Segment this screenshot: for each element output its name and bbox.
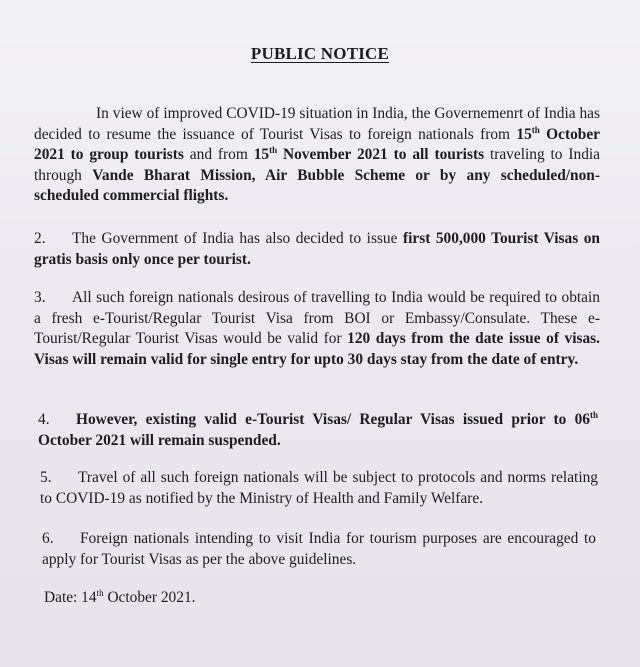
paragraph-6 [42, 529, 596, 570]
date-label: Date: 14 [44, 589, 97, 606]
p4-bold-text-1: However, existing valid e-Tourist Visas/ Regular Visas issued prior to 06 [76, 411, 590, 428]
p1-date-2-rest: November 2021 to all tourists [277, 146, 485, 163]
paragraph-4 [38, 410, 598, 451]
date-rest: October 2021. [103, 589, 196, 606]
p4-bold-text [38, 411, 598, 449]
p1-date-2 [254, 146, 484, 163]
p1-date-2-suffix: th [269, 145, 278, 155]
p1-date-1-rest: October 2021 to group tourists [34, 125, 600, 163]
p4-bold-text-2: October 2021 will remain suspended. [38, 431, 281, 449]
p6-text: Foreign nationals intending to visit India for tourism purposes are encouraged to apply for Tourist Visas as per the above guidelines. [42, 530, 596, 568]
p3-bold-text: 120 days from the date issue of visas. Visas will remain valid for single entry for upto 30 days stay from the date of entry. [34, 330, 601, 368]
p5-text: Travel of all such foreign nationals will be subject to protocols and norms relating to COVID-19 as notified by the Ministry of Health and Family Welfare. [40, 469, 598, 507]
p1-date-1-day: 15 [516, 125, 532, 143]
paragraph-number: 4. [38, 411, 50, 428]
paragraph-number: 6. [42, 530, 54, 547]
p4-date-suffix: th [589, 410, 598, 420]
paragraph-1 [34, 104, 600, 207]
notice-date [44, 588, 444, 609]
paragraph-number: 3. [34, 289, 46, 306]
paragraph-2 [34, 229, 600, 270]
p1-date-2-day: 15 [253, 146, 270, 163]
p2-bold-text: first 500,000 Tourist Visas on gratis basis only once per tourist. [34, 230, 600, 268]
p1-text-3: traveling to India through [34, 146, 601, 184]
p1-text-2: and from [183, 146, 254, 163]
paragraph-number: 5. [40, 469, 52, 486]
p1-bold-schemes: Vande Bharat Mission, Air Bubble Scheme or by any scheduled/non-scheduled commercial flights. [34, 166, 600, 204]
notice-title-text: PUBLIC NOTICE [250, 44, 390, 63]
date-suffix: th [96, 588, 104, 598]
p1-text-1: In view of improved COVID-19 situation in India, the Governemenrt of India has decided to resume the issuance of Tourist Visas to foreign nationals from [34, 105, 600, 143]
notice-title [0, 44, 640, 64]
p3-text-1: All such foreign nationals desirous of travelling to India would be required to obtain a fresh e-Tourist/Regular Tourist Visa from BOI or Embassy/Consulate. These e-Tourist/Regular Tourist Visas would be valid for [34, 289, 600, 347]
paragraph-5 [40, 468, 598, 509]
paragraph-3 [34, 288, 600, 370]
p2-text-1: The Government of India has also decided to issue [72, 230, 403, 247]
p1-date-1-suffix: th [531, 124, 540, 135]
paragraph-number: 2. [34, 230, 46, 247]
